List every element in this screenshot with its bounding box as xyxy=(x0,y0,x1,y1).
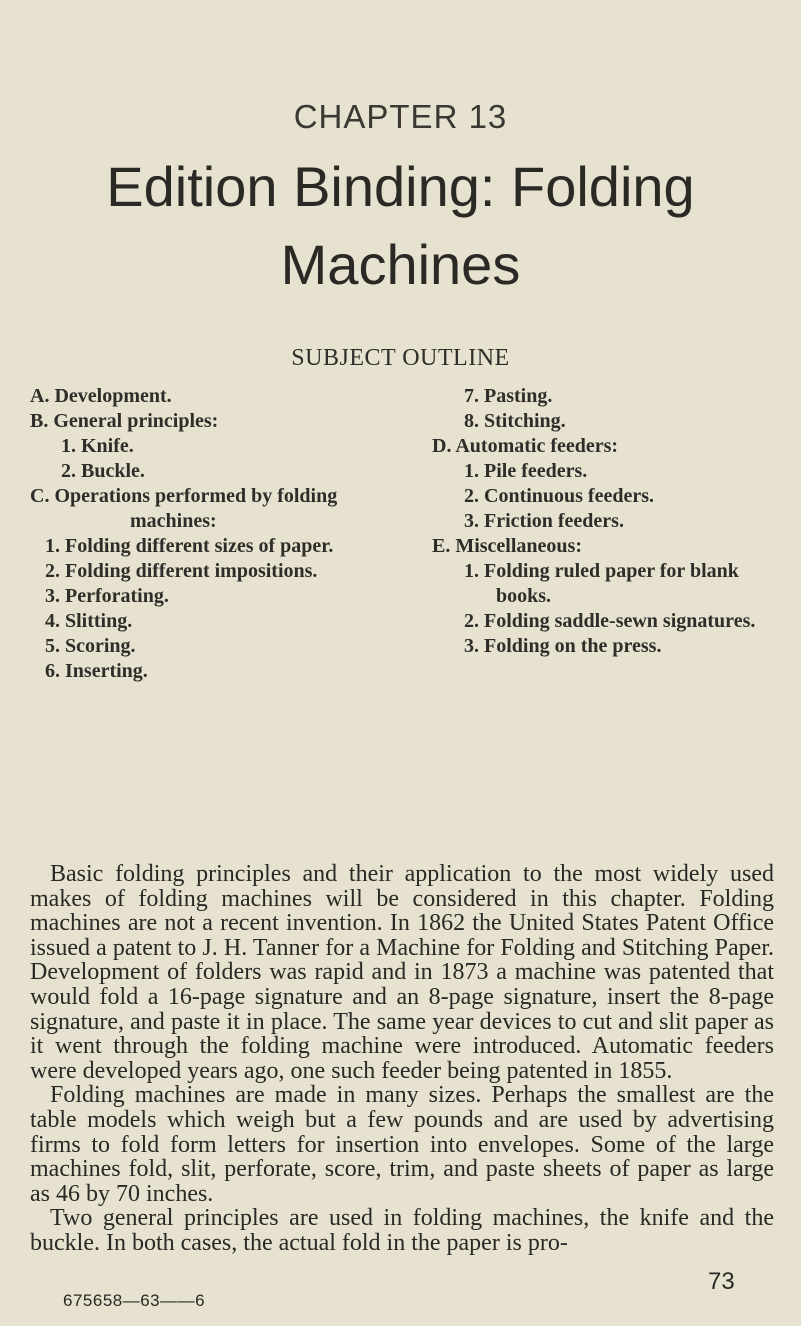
chapter-label: CHAPTER 13 xyxy=(293,98,508,135)
outline-item: 2. Folding saddle-sewn signatures. xyxy=(464,610,756,632)
subject-outline-heading: SUBJECT OUTLINE xyxy=(291,345,510,371)
outline-item: C. Operations performed by folding xyxy=(30,485,338,507)
outline-item: 6. Inserting. xyxy=(45,660,148,682)
outline-right-column xyxy=(432,384,782,659)
outline-left-column xyxy=(30,384,360,684)
outline-item: A. Development. xyxy=(30,385,172,407)
outline-item: E. Miscellaneous: xyxy=(432,535,582,557)
chapter-title-line-1: Edition Binding: Folding xyxy=(106,155,695,218)
outline-item: 4. Slitting. xyxy=(45,610,133,632)
page-number: 73 xyxy=(708,1268,735,1295)
outline-item: 1. Knife. xyxy=(61,435,134,457)
outline-item: machines: xyxy=(130,510,217,532)
paragraph: Two general principles are used in folding machines, the knife and the buckle. In both cases, the actual fold in the paper is pro- xyxy=(30,1205,774,1256)
outline-item: 3. Folding on the press. xyxy=(464,635,662,657)
outline-item: 2. Continuous feeders. xyxy=(464,485,655,507)
outline-item: books. xyxy=(496,585,552,607)
outline-item: 1. Folding different sizes of paper. xyxy=(45,535,334,557)
printer-code: 675658—63——6 xyxy=(63,1291,206,1310)
outline-item: D. Automatic feeders: xyxy=(432,435,619,457)
outline-item: 7. Pasting. xyxy=(464,385,553,407)
body-text xyxy=(30,862,774,1256)
chapter-title xyxy=(0,148,801,304)
paragraph: Folding machines are made in many sizes. Perhaps the smallest are the table models which weigh but a few pounds and are used by advertising firms to fold form letters for insertion into envelopes. Some of the large machines fold, slit, perforate, score, trim, and paste sheets of paper as large as 46 by 70 inches. xyxy=(30,1082,774,1207)
outline-item: 5. Scoring. xyxy=(45,635,136,657)
outline-item: 1. Folding ruled paper for blank xyxy=(464,560,739,582)
chapter-title-line-2: Machines xyxy=(280,233,521,296)
outline-item: 3. Perforating. xyxy=(45,585,169,607)
outline-item: B. General principles: xyxy=(30,410,219,432)
paragraph: Basic folding principles and their application to the most widely used makes of folding machines will be considered in this chapter. Folding machines are not a recent invention. In 1862 the United States Patent Office issued a patent to J. H. Tanner for a Machine for Folding and Stitching Paper. Development of folders was rapid and in 1873 a machine was patented that would fold a 16-page signature and an 8-page signature, insert the 8-page signature, and paste it in place. The same year devices to cut and slit paper as it went through the folding machine were introduced. Automatic feeders were developed years ago, one such feeder being patented in 1855. xyxy=(30,861,774,1084)
outline-item: 8. Stitching. xyxy=(464,410,566,432)
outline-item: 3. Friction feeders. xyxy=(464,510,624,532)
outline-item: 2. Folding different impositions. xyxy=(45,560,318,582)
outline-item: 1. Pile feeders. xyxy=(464,460,588,482)
outline-item: 2. Buckle. xyxy=(61,460,145,482)
